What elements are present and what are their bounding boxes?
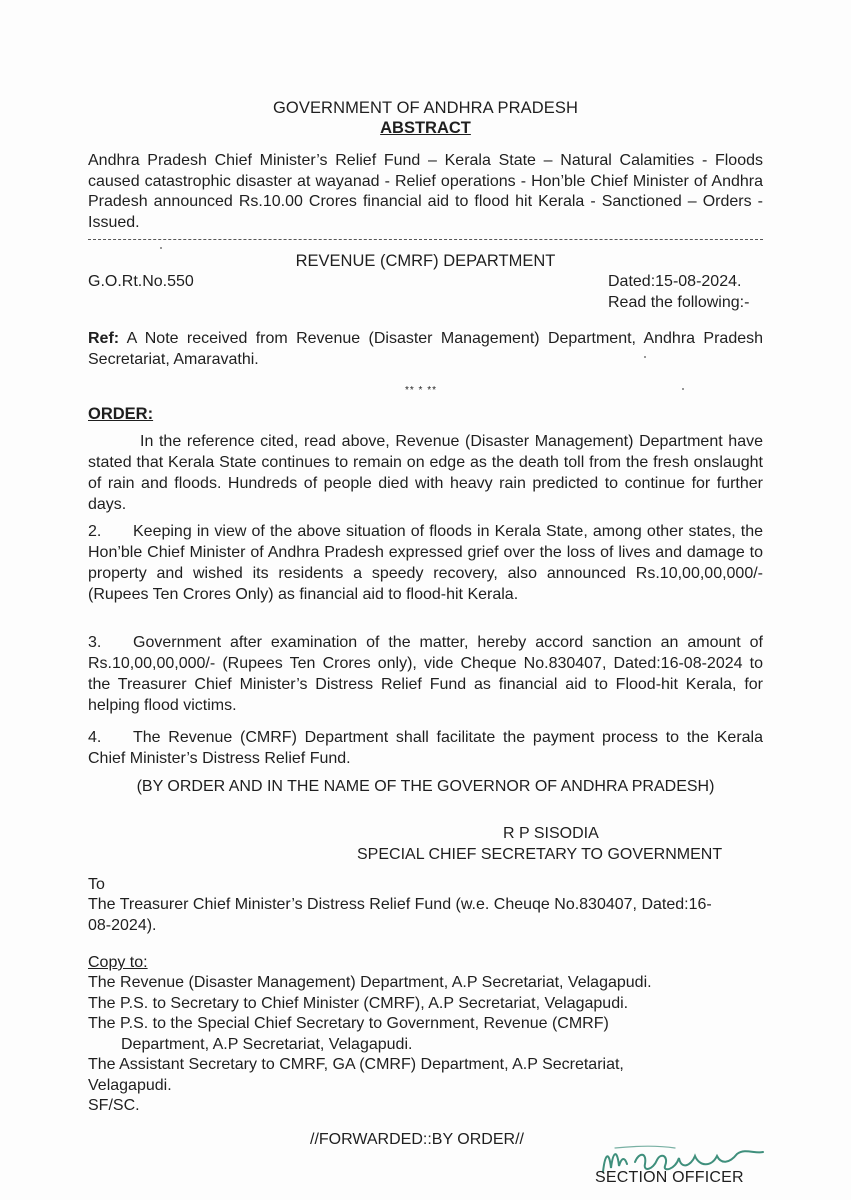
dashed-divider (88, 239, 763, 240)
copy-to-item-continuation: Velagapudi. (88, 1076, 172, 1094)
reference-text: A Note received from Revenue (Disaster Management) Department, Andhra Pradesh Secretariat, Amaravathi. (88, 330, 764, 368)
abstract-text: Andhra Pradesh Chief Minister’s Relief Fund – Kerala State – Natural Calamities - Floods caused catastrophic disaster at wayanad - Relief operations - Hon’ble Chief Minister of Andhra Pradesh announced Rs.10.00 Crores financial aid to flood hit Kerala - Sanctioned – Orders - Issued. (88, 152, 763, 231)
separator-stars: ** * ** (405, 385, 438, 396)
scan-speck (160, 247, 162, 249)
copy-to-item: The P.S. to Secretary to Chief Minister (CMRF), A.P Secretariat, Velagapudi. (88, 994, 629, 1012)
paragraph-number: 3. (88, 634, 102, 651)
paragraph-text: The Revenue (CMRF) Department shall facilitate the payment process to the Kerala Chief Minister’s Distress Relief Fund. (88, 729, 763, 767)
scan-speck (644, 356, 646, 358)
copy-to-item: The Revenue (Disaster Management) Department, A.P Secretariat, Velagapudi. (88, 974, 652, 991)
abstract-heading: ABSTRACT (380, 119, 471, 137)
copy-to-item-continuation: Department, A.P Secretariat, Velagapudi. (121, 1035, 413, 1053)
order-paragraph-3 (88, 632, 763, 716)
copy-to-item: The P.S. to the Special Chief Secretary to Government, Revenue (CMRF) (88, 1015, 609, 1032)
by-order-line: (BY ORDER AND IN THE NAME OF THE GOVERNOR OF ANDHRA PRADESH) (136, 778, 715, 795)
to-recipient: The Treasurer Chief Minister’s Distress Relief Fund (w.e. Cheuqe No.830407, Dated:16-08-2024). (88, 896, 712, 934)
signer-title: SPECIAL CHIEF SECRETARY TO GOVERNMENT (357, 846, 723, 863)
department-heading: REVENUE (CMRF) DEPARTMENT (295, 252, 556, 270)
go-number: G.O.Rt.No.550 (88, 273, 194, 290)
copy-to-item: SF/SC. (88, 1097, 140, 1114)
signer-name: R P SISODIA (503, 825, 599, 842)
order-paragraph-4 (88, 727, 763, 769)
forwarded-by-order: //FORWARDED::BY ORDER// (310, 1131, 524, 1148)
government-title: GOVERNMENT OF ANDHRA PRADESH (272, 99, 579, 117)
reference-label: Ref: (88, 330, 120, 347)
order-heading: ORDER: (88, 405, 154, 423)
paragraph-text: Keeping in view of the above situation of floods in Kerala State, among other states, the Hon’ble Chief Minister of Andhra Pradesh expressed grief over the loss of lives and damage to property and wished its residents a speedy recovery, also announced Rs.10,00,00,000/- (Rupees Ten Crores Only) as financial aid to flood-hit Kerala. (88, 523, 763, 603)
paragraph-number: 4. (88, 729, 102, 746)
to-heading: To (88, 876, 105, 893)
copy-to-item: The Assistant Secretary to CMRF, GA (CMRF) Department, A.P Secretariat, (88, 1056, 624, 1073)
paragraph-number: 2. (88, 523, 102, 540)
order-paragraph-1: In the reference cited, read above, Revenue (Disaster Management) Department have stated that Kerala State continues to remain on edge as the death toll from the fresh onslaught of rain and floods. Hundreds of people died with heavy rain predicted to continue for further days. (88, 433, 763, 513)
paragraph-text: Government after examination of the matter, hereby accord sanction an amount of Rs.10,00,00,000/- (Rupees Ten Crores only), vide Cheque No.830407, Dated:16-08-2024 to the Treasurer Chief Minister’s Distress Relief Fund as financial aid to Flood-hit Kerala, for helping flood victims. (88, 634, 763, 714)
scan-speck (682, 388, 684, 390)
go-date: Dated:15-08-2024. (608, 273, 742, 290)
reference-paragraph (88, 328, 763, 370)
read-following-label: Read the following:- (608, 294, 750, 311)
copy-to-heading: Copy to: (88, 954, 148, 971)
order-paragraph-2 (88, 521, 763, 605)
copy-to-list (88, 973, 728, 1117)
section-officer-label: SECTION OFFICER (595, 1169, 744, 1186)
